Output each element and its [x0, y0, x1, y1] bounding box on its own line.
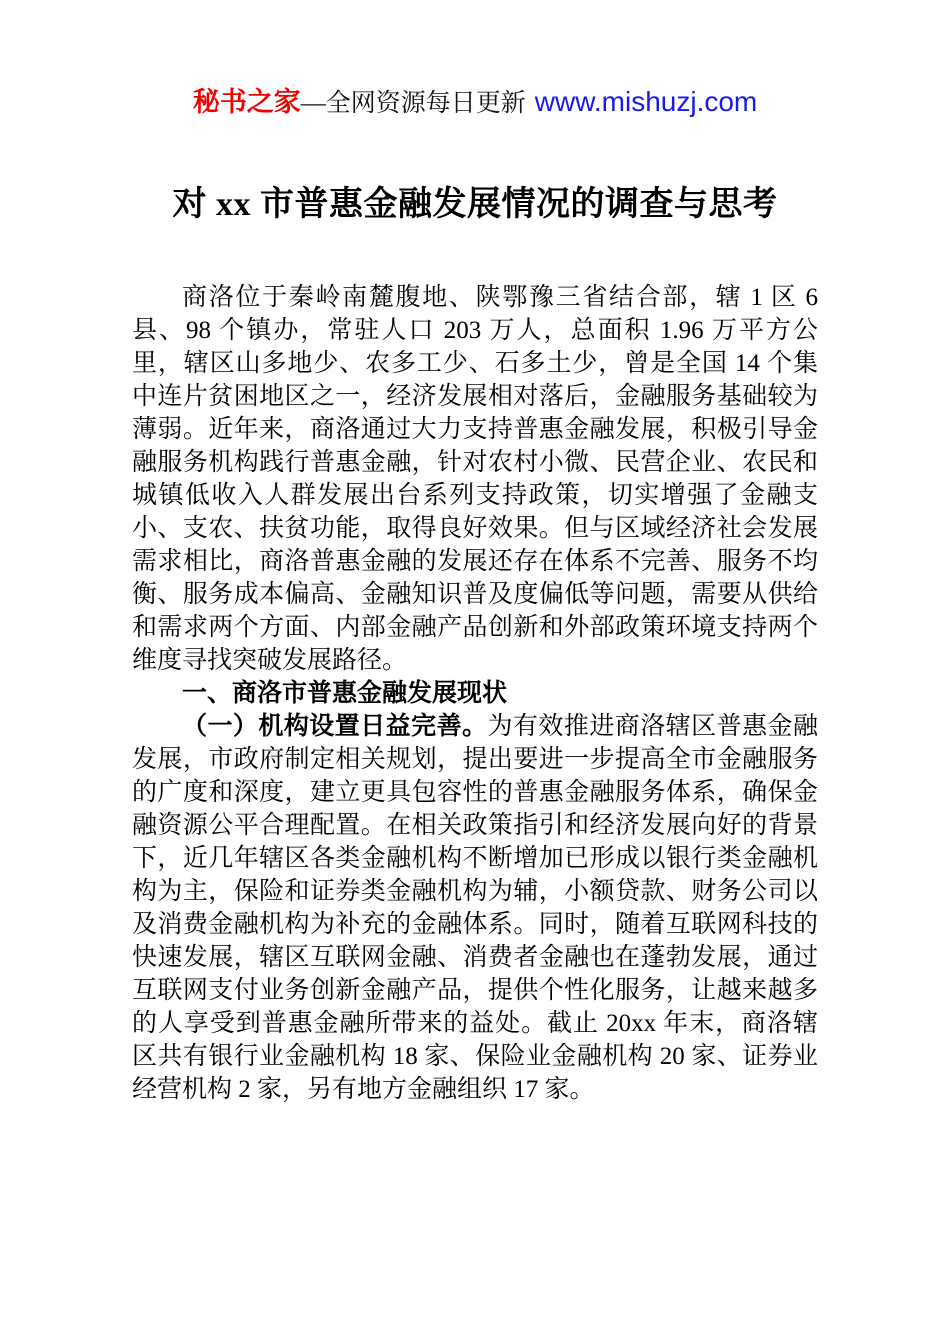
section-heading-1: 一、商洛市普惠金融发展现状	[182, 680, 508, 707]
paragraph-text: 为有效推进商洛辖区普惠金融发展，市政府制定相关规划，提出要进一步提高全市金融服务的广度和深度，建立更具包容性的普惠金融服务体系，确保金融资源公平合理配置。在相关政策指引和经济发展向好的背景下，近几年辖区各类金融机构不断增加已形成以银行类金融机构为主，保险和证券类金融机构为辅，小额贷款、财务公司以及消费金融机构为补充的金融体系。同时，随着互联网科技的快速发展，辖区互联网金融、消费者金融也在蓬勃发展，通过互联网支付业务创新金融产品，提供个性化服务，让越来越多的人享受到普惠金融所带来的益处。截止 20xx 年末，商洛辖区共有银行业金融机构 18 家、保险业金融机构 20 家、证券业经营机构 2 家，另有地方金融组织 17 家。	[132, 713, 818, 1103]
document-body	[132, 281, 818, 1106]
paragraph-lead-bold: （一）机构设置日益完善。	[182, 713, 488, 740]
site-url-link[interactable]: www.mishuzj.com	[534, 86, 758, 117]
paragraph-section-1-1	[132, 710, 818, 1106]
site-name: 秘书之家	[192, 87, 301, 117]
document-title: 对 xx 市普惠金融发展情况的调查与思考	[172, 186, 778, 223]
site-header	[132, 85, 818, 121]
site-tagline: —全网资源每日更新	[300, 90, 526, 117]
paragraph-intro: 商洛位于秦岭南麓腹地、陕鄂豫三省结合部，辖 1 区 6 县、98 个镇办，常驻人口 203 万人，总面积 1.96 万平方公里，辖区山多地少、农多工少、石多土少，曾是全国 14 个集中连片贫困地区之一，经济发展相对落后，金融服务基础较为薄弱。近年来，商洛通过大力支持普惠金融发展，积极引导金融服务机构践行普惠金融，针对农村小微、民营企业、农民和城镇低收入人群发展出台系列支持政策，切实增强了金融支小、支农、扶贫功能，取得良好效果。但与区域经济社会发展需求相比，商洛普惠金融的发展还存在体系不完善、服务不均衡、服务成本偏高、金融知识普及度偏低等问题，需要从供给和需求两个方面、内部金融产品创新和外部政策环境支持两个维度寻找突破发展路径。	[132, 284, 818, 674]
